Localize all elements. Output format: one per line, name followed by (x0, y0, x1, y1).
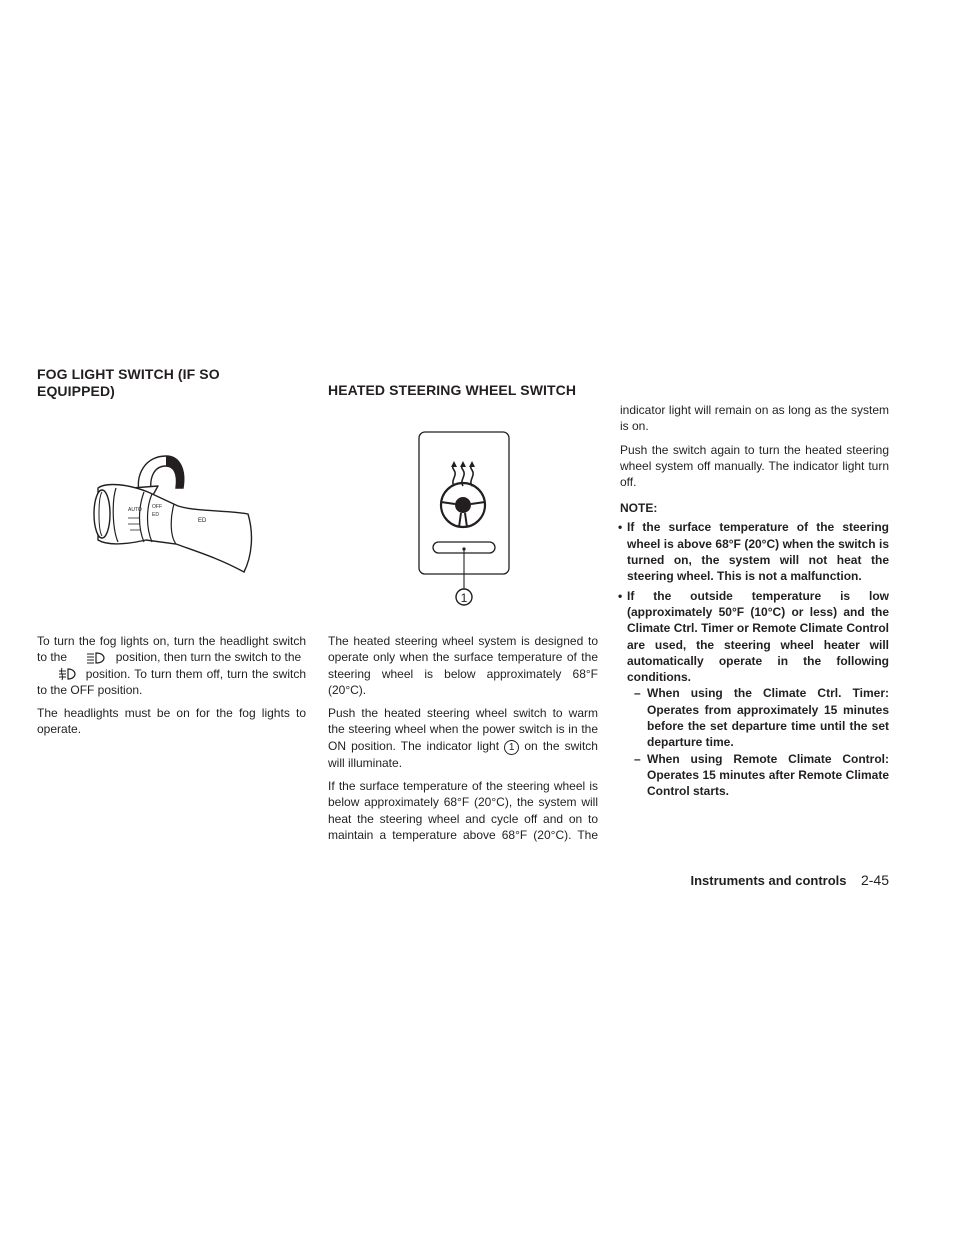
stalk-label-ed-2: ED (198, 518, 207, 524)
callout-1: 1 (460, 591, 468, 605)
page-footer (690, 872, 889, 890)
heated-steering-para1: The heated steering wheel system is designed to operate only when the surface temperature of the steering wheel is below approximately 68°F (20°C). (328, 634, 598, 697)
note-bullet-2: • If the outside temperature is low (approximately 50°F (10°C) or less) and the Climate Ctrl. Timer or Remote Climate Control are used, the steering wheel heater will automatically operate in the following conditions. (618, 588, 889, 685)
heated-steering-heading: HEATED STEERING WHEEL SWITCH (328, 382, 577, 398)
heated-steering-para2 (328, 705, 598, 771)
heated-steering-para3: If the surface temperature of the steering wheel is below approximately 68°F (20°C), the system will heat the steering wheel and cycle off and on to maintain a temperature above 68°F (20°C). The (328, 779, 598, 842)
bullet-mark: • (618, 520, 623, 535)
heated-para2-part2: on the switch will illuminate. (328, 738, 598, 770)
note-title: NOTE: (620, 501, 658, 516)
note-bullet-1: • If the surface temperature of the steering wheel is above 68°F (20°C) when the switch is turned on, the system will not heat the steering wheel. This is not a malfunction. (618, 520, 889, 584)
fog-light-heading: FOG LIGHT SWITCH (IF SO EQUIPPED) (37, 366, 220, 399)
fog-light-headlight-note: The headlights must be on for the fog lights to operate. (37, 706, 306, 737)
footer-section-title: Instruments and controls (690, 873, 847, 888)
fog-para1-part3: position. To turn them off, turn the switch to the OFF position. (37, 666, 307, 697)
turn-off-para: Push the switch again to turn the heated steering wheel system off manually. The indicator light turn off. (620, 442, 889, 490)
stalk-label-ed-1: ED (152, 512, 159, 518)
note-sub-item-2: – When using Remote Climate Control: Operates 15 minutes after Remote Climate Control starts. (634, 751, 889, 799)
heated-steering-switch-illustration (417, 430, 513, 610)
page-number: 2-45 (860, 872, 889, 888)
fog-light-icon (57, 667, 77, 681)
stalk-label-off: OFF (152, 504, 162, 510)
headlight-icon (84, 651, 106, 665)
dash-mark: – (634, 686, 641, 701)
fog-light-switch-illustration (88, 448, 256, 576)
fog-para1-part1: To turn the fog lights on, turn the headlight switch to the (37, 634, 306, 665)
stalk-label-auto: AUTO (128, 507, 142, 513)
fog-para1-part2: position, then turn the switch to the (115, 650, 302, 665)
indicator-light-remains-para: indicator light will remain on as long as the system is on. (620, 403, 889, 434)
dash-mark: – (634, 751, 641, 766)
heated-para2-part1: Push the heated steering wheel switch to warm the steering wheel when the power switch is in the ON position. The indicator light (328, 706, 598, 753)
bullet-mark: • (618, 588, 623, 603)
callout-1-inline: 1 (504, 740, 519, 755)
fog-light-instructions (37, 633, 306, 698)
note-sub-item-1: – When using the Climate Ctrl. Timer: Operates from approximately 15 minutes before the set departure time until the set departure time. (634, 686, 889, 750)
